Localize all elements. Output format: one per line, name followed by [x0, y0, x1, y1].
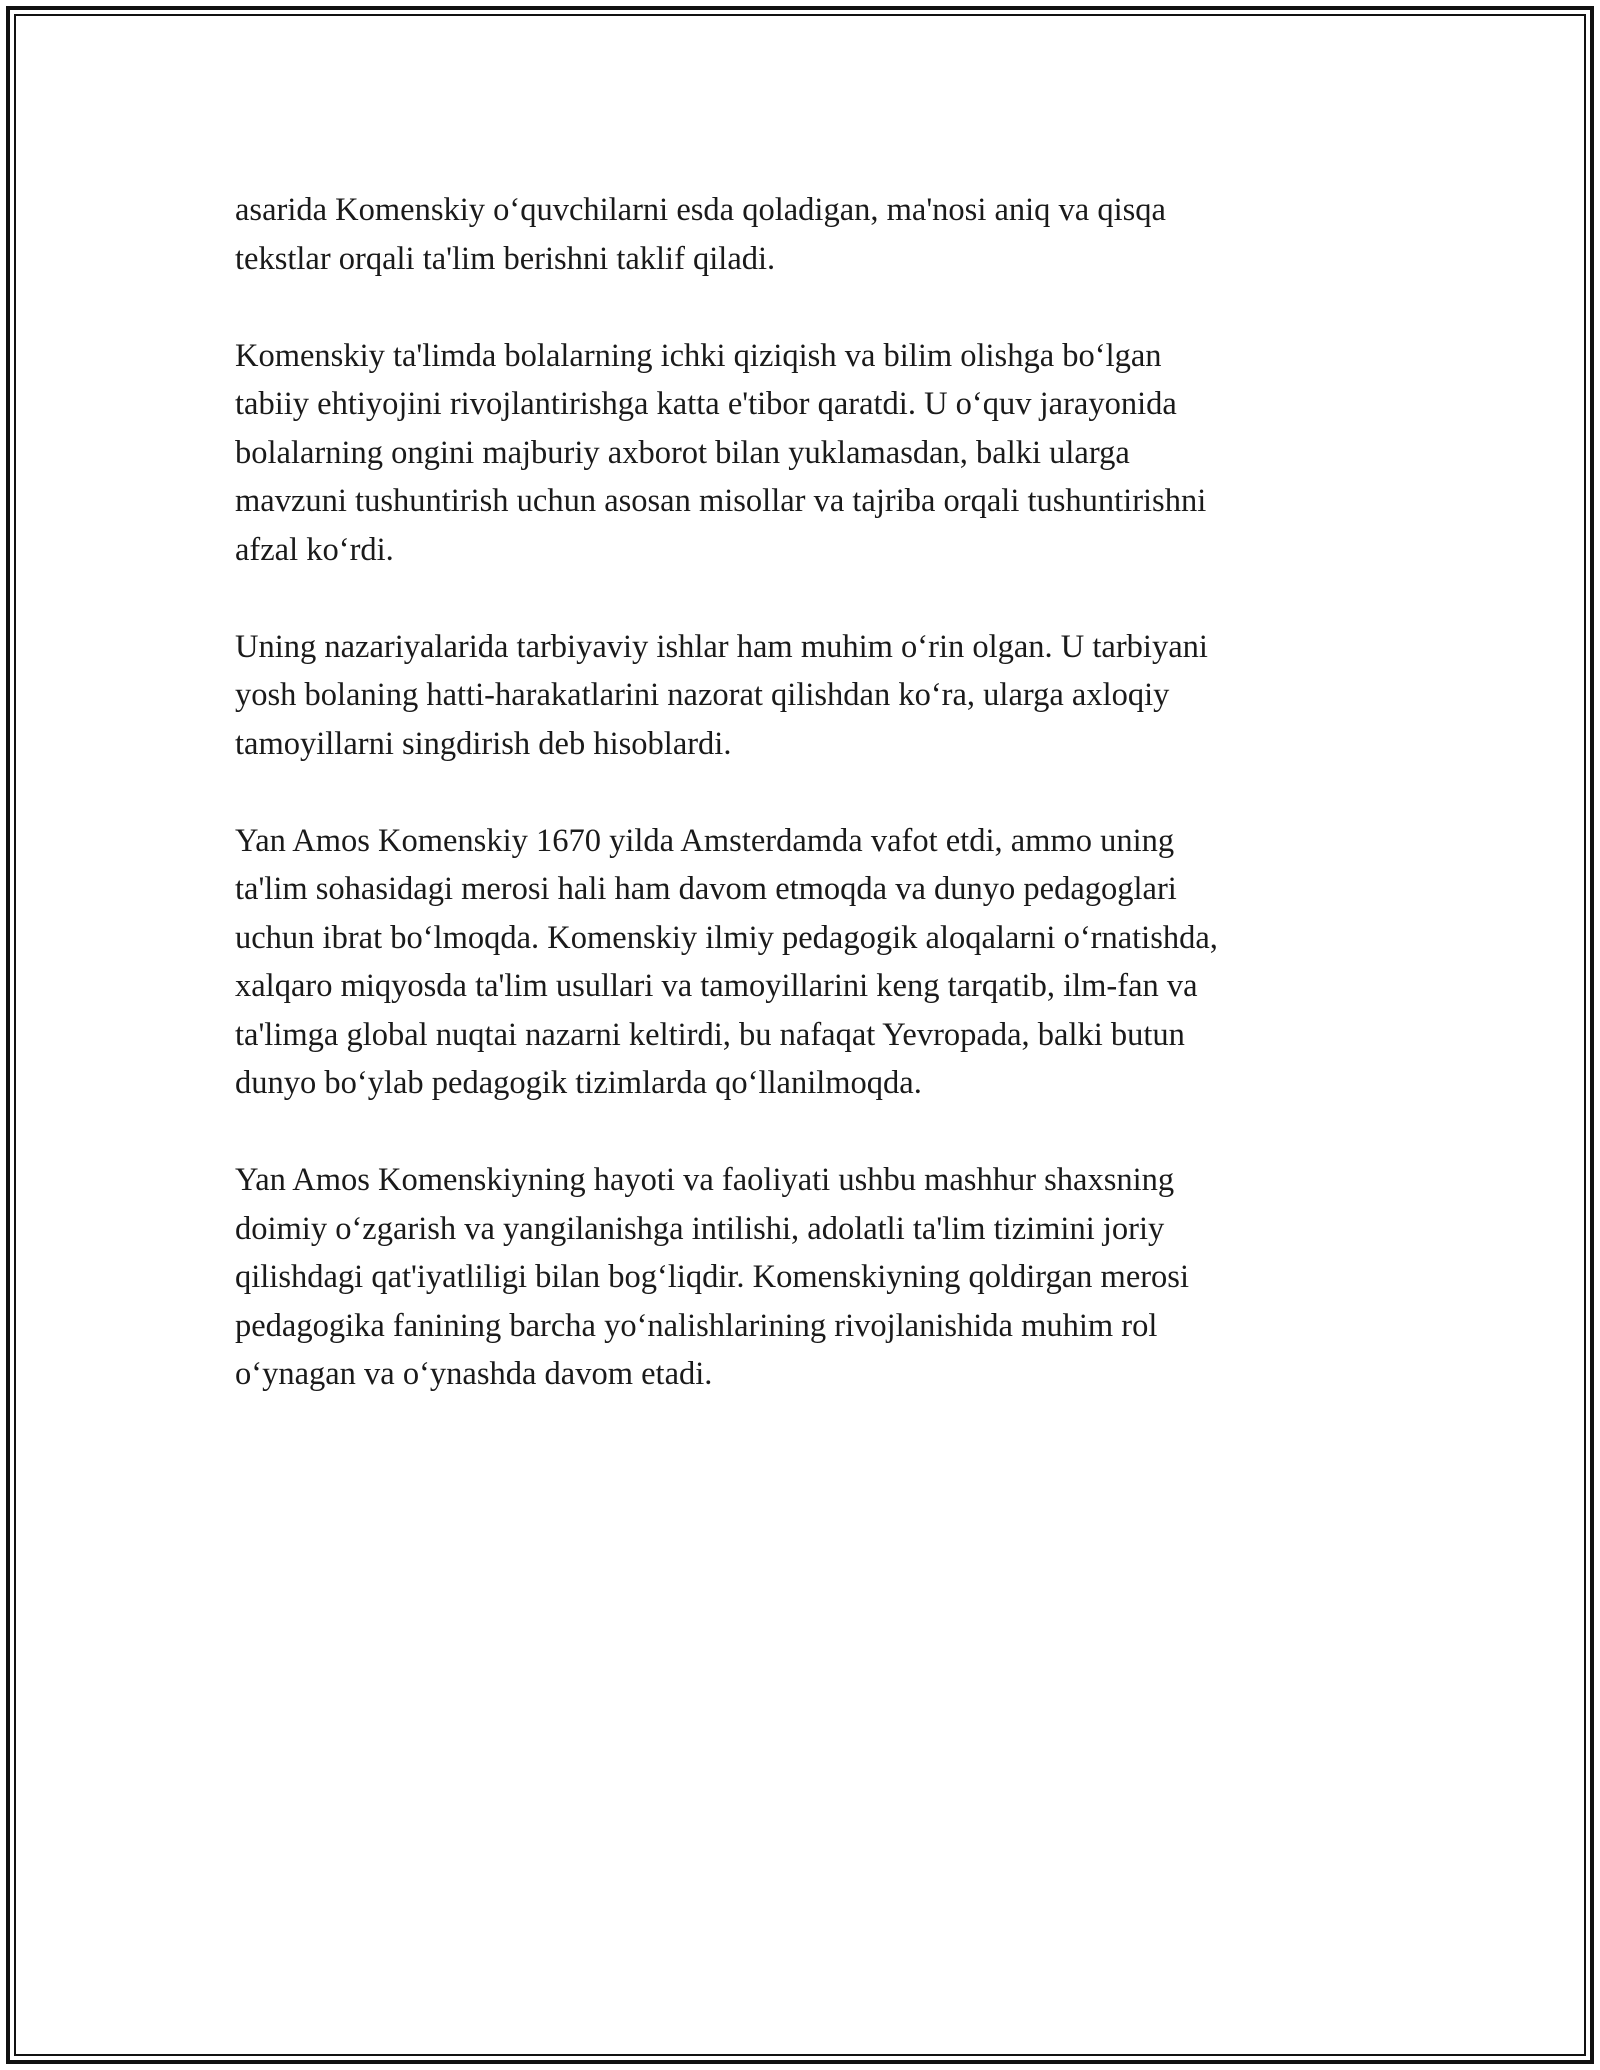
- paragraph: Komenskiy ta'limda bolalarning ichki qiziqish va bilim olishga bo‘lgan tabiiy ehtiyojini rivojlantirishga katta e'tibor qaratdi. U o‘quv jarayonida bolalarning ongini majburiy axborot bilan yuklamasdan, balki ularga mavzuni tushuntirish uchun asosan misollar va tajriba orqali tushuntirishni afzal ko‘rdi.: [235, 337, 1207, 568]
- paragraph: Uning nazariyalarida tarbiyaviy ishlar ham muhim o‘rin olgan. U tarbiyani yosh bolaning hatti-harakatlarini nazorat qilishdan ko‘ra, ularga axloqiy tamoyillarni singdirish deb hisoblardi.: [235, 628, 1208, 762]
- paragraph: Yan Amos Komenskiyning hayoti va faoliyati ushbu mashhur shaxsning doimiy o‘zgarish va yangilanishga intilishi, adolatli ta'lim tizimini joriy qilishdagi qat'iyatliligi bilan bog‘liqdir. Komenskiyning qoldirgan merosi pedagogika fanining barcha yo‘nalishlarining rivojlanishida muhim rol o‘ynagan va o‘ynashda davom etadi.: [235, 1162, 1189, 1392]
- document-body: [235, 186, 1365, 1447]
- paragraph: Yan Amos Komenskiy 1670 yilda Amsterdamda vafot etdi, ammo uning ta'lim sohasidagi merosi hali ham davom etmoqda va dunyo pedagoglari uchun ibrat bo‘lmoqda. Komenskiy ilmiy pedagogik aloqalarni o‘rnatishda, xalqaro miqyosda ta'lim usullari va tamoyillarini keng tarqatib, ilm-fan va ta'limga global nuqtai nazarni keltirdi, bu nafaqat Yevropada, balki butun dunyo bo‘ylab pedagogik tizimlarda qo‘llanilmoqda.: [235, 822, 1218, 1101]
- paragraph: asarida Komenskiy o‘quvchilarni esda qoladigan, ma'nosi aniq va qisqa tekstlar orqali ta'lim berishni taklif qiladi.: [235, 192, 1166, 277]
